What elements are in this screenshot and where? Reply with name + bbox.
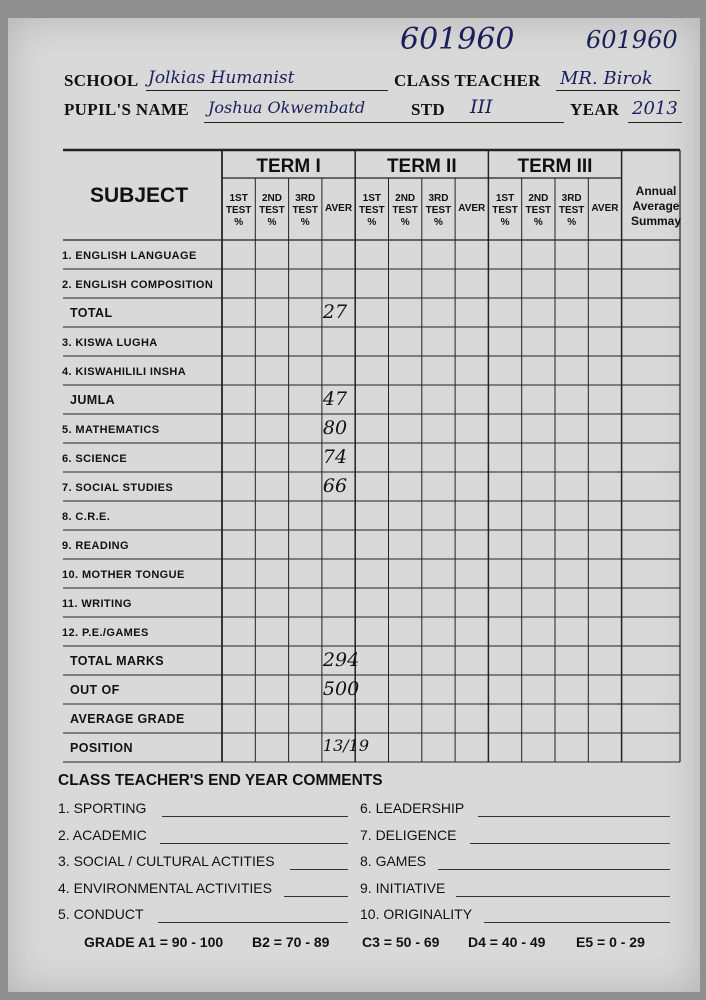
school-label: SCHOOL [64,71,139,90]
left-comment-label: 2. ACADEMIC [58,826,147,843]
left-comment-input-line[interactable] [290,869,348,870]
report-card-sheet [8,18,700,992]
row-label: TOTAL [70,306,113,320]
row-label: 2. ENGLISH COMPOSITION [62,279,214,291]
term1-average-score: 294 [322,649,360,671]
left-comment-input-line[interactable] [158,922,348,923]
left-comment-input-line[interactable] [284,896,348,897]
school-value: Jolkias Humanist [148,68,295,88]
term2-col-1-header: 1ST TEST % [359,193,385,228]
term-header-1: TERM I [256,156,321,177]
annual-line3: Summay [630,214,682,228]
class-teacher-value: MR. Birok [560,68,653,89]
row-label: AVERAGE GRADE [70,712,185,726]
term1-average-score: 500 [322,678,360,700]
std-label: STD [411,100,445,119]
annual-line2: Average [632,199,680,213]
term3-col-2-header: 2ND TEST % [525,193,552,228]
row-label: 8. C.R.E. [62,511,111,523]
subject-header: SUBJECT [90,184,189,207]
right-comment-label: 10. ORIGINALITY [360,906,473,923]
term-header-3: TERM III [517,156,593,177]
grade-scale-item: B2 = 70 - 89 [252,934,330,950]
row-label: 12. P.E./GAMES [62,627,149,639]
row-label: 5. MATHEMATICS [62,424,160,436]
row-label: 1. ENGLISH LANGUAGE [62,250,197,262]
term1-col-1-header: 1ST TEST % [225,193,252,228]
grade-scale-item: C3 = 50 - 69 [362,934,440,950]
term3-col-1-header: 1ST TEST % [492,193,518,228]
term1-average-score: 80 [322,417,348,439]
row-label: 10. MOTHER TONGUE [62,569,185,581]
left-comment-label: 5. CONDUCT [58,906,144,923]
left-comment-label: 3. SOCIAL / CULTURAL ACTITIES [58,853,275,870]
left-comment-label: 1. SPORTING [58,800,147,816]
class-teacher-label: CLASS TEACHER [394,71,541,90]
term1-col-3-header: 3RD TEST % [292,193,319,228]
right-comment-input-line[interactable] [456,896,670,897]
handwritten-number-left: 601960 [400,22,515,57]
row-label: 11. WRITING [62,598,132,610]
row-label: JUMLA [70,393,116,407]
term3-col-3-header: 3RD TEST % [558,193,585,228]
annual-average-header [620,184,692,229]
row-label: 4. KISWAHILILI INSHA [62,366,187,378]
right-comment-label: 8. GAMES [360,853,427,870]
row-label: 9. READING [62,540,129,552]
term1-average-score: 47 [322,388,348,410]
left-comment-input-line[interactable] [160,843,348,844]
right-comment-input-line[interactable] [470,843,670,844]
term1-average-score: 74 [322,446,348,468]
pupil-name-label: PUPIL'S NAME [64,100,189,119]
right-comment-label: 6. LEADERSHIP [360,800,465,816]
right-comment-label: 7. DELIGENCE [360,826,457,843]
year-value: 2013 [632,98,678,119]
year-label: YEAR [570,100,620,119]
term1-average-score: 27 [322,301,348,323]
term3-col-4-header: AVER [591,203,619,214]
row-label: POSITION [70,741,133,755]
left-comment-label: 4. ENVIRONMENTAL ACTIVITIES [58,879,272,896]
term1-average-score: 66 [322,475,348,497]
right-comment-input-line[interactable] [438,869,670,870]
annual-line1: Annual [635,184,677,198]
grade-scale-item: D4 = 40 - 49 [468,934,546,950]
right-comment-input-line[interactable] [484,922,670,923]
term-header-2: TERM II [386,156,457,177]
grade-scale-item: E5 = 0 - 29 [576,934,645,950]
term1-col-4-header: AVER [325,203,353,214]
row-label: 6. SCIENCE [62,453,128,465]
row-label: 3. KISWA LUGHA [62,337,158,349]
comments-title: CLASS TEACHER'S END YEAR COMMENTS [58,772,383,789]
std-value: III [470,96,493,118]
row-label: 7. SOCIAL STUDIES [62,482,174,494]
term1-col-2-header: 2ND TEST % [259,193,285,228]
term2-col-2-header: 2ND TEST % [392,193,418,228]
right-comment-input-line[interactable] [478,816,670,817]
term2-col-3-header: 3RD TEST % [425,193,452,228]
left-comment-input-line[interactable] [162,816,348,817]
grade-scale-item: GRADE A1 = 90 - 100 [84,934,224,950]
handwritten-number-right: 601960 [586,26,678,54]
pupil-name-value: Joshua Okwembatd [208,98,366,117]
row-label: OUT OF [70,683,120,697]
term1-average-score: 13/19 [322,736,369,755]
right-comment-label: 9. INITIATIVE [360,879,446,896]
row-label: TOTAL MARKS [70,654,164,668]
term2-col-4-header: AVER [458,203,486,214]
